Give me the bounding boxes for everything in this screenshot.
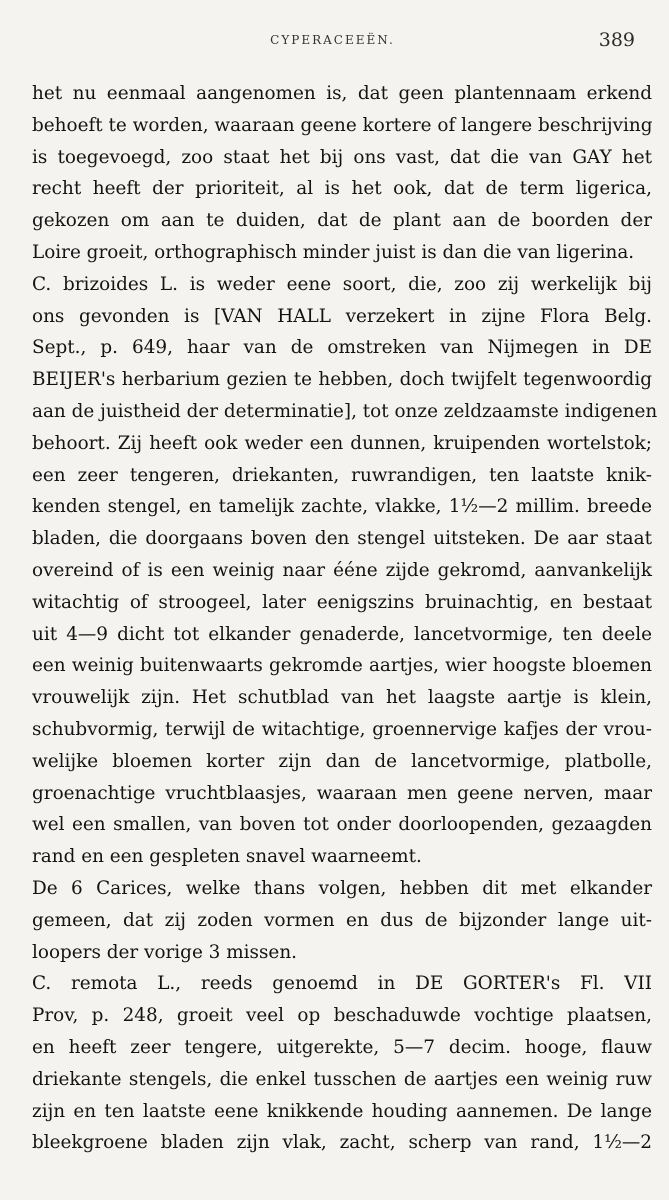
text-line: wel een smallen, van boven tot onder doorloopenden, gezaagden — [32, 814, 652, 836]
text-line: aan de juistheid der determinatie], tot onze zeldzaamste indigenen — [32, 400, 658, 422]
page-header — [30, 29, 635, 57]
text-line: witachtig of stroogeel, later eenigszins bruinachtig, en bestaat — [32, 591, 652, 613]
text-line: gekozen om aan te duiden, dat de plant aan de boorden der — [32, 210, 652, 232]
text-line: behoeft te worden, waaraan geene kortere of langere beschrijving — [32, 114, 653, 136]
body-text — [32, 78, 658, 1159]
text-line: behoort. Zij heeft ook weder een dunnen, kruipenden wortelstok; — [32, 432, 652, 454]
text-line: loopers der vorige 3 missen. — [32, 941, 298, 963]
text-line: gemeen, dat zij zoden vormen en dus de bijzonder lange uit- — [32, 909, 652, 931]
text-line: schubvormig, terwijl de witachtige, groennervige kafjes der vrou- — [32, 718, 652, 740]
text-line: overeind of is een weinig naar ééne zijde gekromd, aanvankelijk — [32, 559, 652, 581]
text-line: Sept., p. 649, haar van de omstreken van Nijmegen in DE — [32, 337, 652, 359]
text-line: C. brizoides L. is weder eene soort, die, zoo zij werkelijk bij — [32, 273, 652, 295]
text-line: is toegevoegd, zoo staat het bij ons vast, dat die van GAY het — [32, 146, 652, 168]
text-line: een zeer tengeren, driekanten, ruwrandigen, ten laatste knik- — [32, 464, 652, 486]
text-line: vrouwelijk zijn. Het schutblad van het laagste aartje is klein, — [32, 687, 652, 709]
text-line: Prov, p. 248, groeit veel op beschaduwde vochtige plaatsen, — [32, 1005, 652, 1027]
text-line: bleekgroene bladen zijn vlak, zacht, scherp van rand, 1½—2 — [32, 1132, 652, 1154]
text-line: kenden stengel, en tamelijk zachte, vlakke, 1½—2 millim. breede — [32, 496, 652, 518]
text-line: BEIJER's herbarium gezien te hebben, doch twijfelt tegenwoordig — [32, 369, 652, 391]
text-line: een weinig buitenwaarts gekromde aartjes, wier hoogste bloemen — [32, 655, 652, 677]
text-line: het nu eenmaal aangenomen is, dat geen plantennaam erkend — [32, 83, 652, 104]
text-line: en heeft zeer tengere, uitgerekte, 5—7 decim. hooge, flauw — [32, 1036, 652, 1058]
text-line: Loire groeit, orthographisch minder juist is dan die van ligerina. — [32, 241, 635, 263]
page-number: 389 — [598, 29, 635, 51]
text-line: recht heeft der prioriteit, al is het ook, dat de term ligerica, — [32, 178, 652, 200]
text-line: ons gevonden is [VAN HALL verzekert in zijne Flora Belg. — [32, 305, 652, 327]
text-line: De 6 Carices, welke thans volgen, hebben dit met elkander — [32, 877, 652, 899]
running-head: CYPERACEEËN. — [270, 33, 395, 47]
text-line: C. remota L., reeds genoemd in DE GORTER's Fl. VII — [32, 973, 652, 995]
text-line: bladen, die doorgaans boven den stengel uitsteken. De aar staat — [32, 528, 652, 550]
text-line: groenachtige vruchtblaasjes, waaraan men geene nerven, maar — [32, 782, 652, 804]
text-line: driekante stengels, die enkel tusschen de aartjes een weinig ruw — [32, 1068, 652, 1090]
text-line: uit 4—9 dicht tot elkander genaderde, lancetvormige, ten deele — [32, 623, 652, 645]
text-line: zijn en ten laatste eene knikkende houding aannemen. De lange — [32, 1100, 652, 1122]
text-line: welijke bloemen korter zijn dan de lancetvormige, platbolle, — [32, 750, 652, 772]
text-line: rand en een gespleten snavel waarneemt. — [32, 846, 422, 868]
